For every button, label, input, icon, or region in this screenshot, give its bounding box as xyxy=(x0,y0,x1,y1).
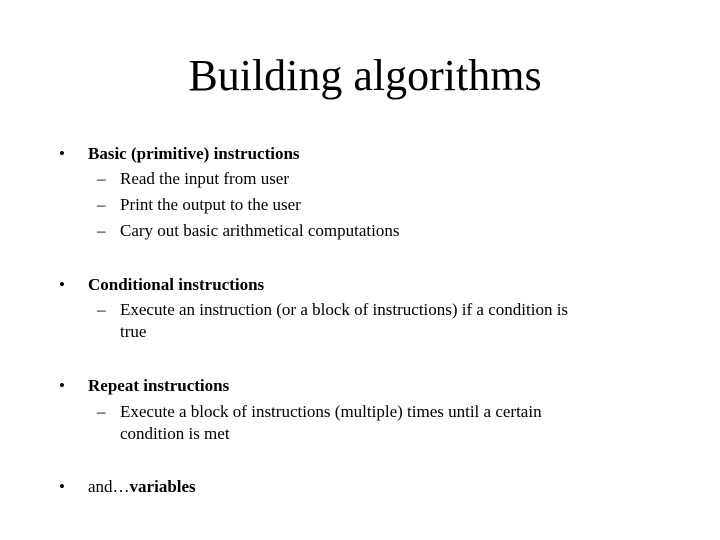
bullet-marker: • xyxy=(59,477,65,496)
sub-item-execute-repeat-continued: condition is met xyxy=(120,424,230,443)
dash-marker: – xyxy=(97,402,106,421)
sub-item-execute-if: Execute an instruction (or a block of instructions) if a condition is xyxy=(120,300,569,319)
sub-item-execute-repeat: Execute a block of instructions (multiple) times until a certain xyxy=(120,402,542,421)
sub-item-execute-if-continued: true xyxy=(120,322,147,341)
sub-item-read-input: Read the input from user xyxy=(120,169,290,188)
bullet-and-prefix: and… xyxy=(88,477,130,496)
bullet-marker: • xyxy=(59,275,65,294)
bullet-marker: • xyxy=(59,376,65,395)
dash-marker: – xyxy=(97,221,106,240)
bullet-and-variables xyxy=(88,476,196,498)
bullet-marker: • xyxy=(59,144,65,163)
dash-marker: – xyxy=(97,300,106,319)
sub-item-print-output: Print the output to the user xyxy=(120,195,301,214)
dash-marker: – xyxy=(97,169,106,188)
bullet-basic-instructions: Basic (primitive) instructions xyxy=(88,144,300,163)
bullet-conditional-instructions: Conditional instructions xyxy=(88,275,265,294)
bullet-variables-label: variables xyxy=(129,477,196,496)
sub-item-arithmetic: Cary out basic arithmetical computations xyxy=(120,221,400,240)
slide-title: Building algorithms xyxy=(188,51,542,100)
bullet-repeat-instructions: Repeat instructions xyxy=(88,376,230,395)
dash-marker: – xyxy=(97,195,106,214)
